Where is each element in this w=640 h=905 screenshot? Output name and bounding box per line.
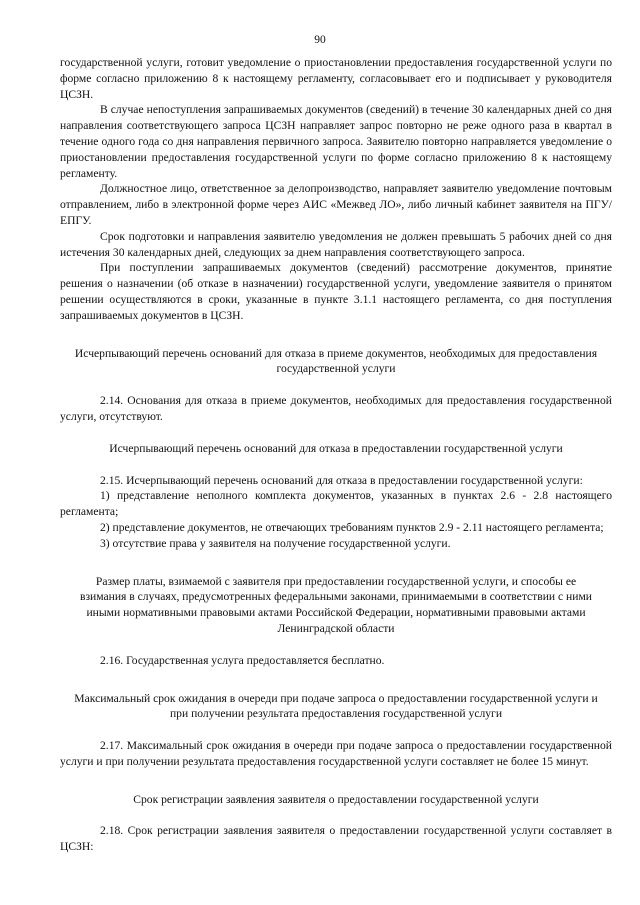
paragraph: Срок подготовки и направления заявителю уведомления не должен превышать 5 рабочих дней со дня истечения 30 календарных дней, следующих за днем направления соответствующего запроса. bbox=[60, 229, 612, 259]
paragraph: государственной услуги, готовит уведомление о приостановлении предоставления государственной услуги по форме согласно приложению 8 к настоящему регламенту, согласовывает его и подписывает у руководителя ЦСЗН. bbox=[60, 56, 612, 101]
section-heading: Исчерпывающий перечень оснований для отказа в предоставлении государственной услуги bbox=[109, 441, 563, 455]
clause-2-16: 2.16. Государственная услуга предоставляется бесплатно. bbox=[100, 653, 385, 667]
section-heading: Максимальный срок ожидания в очереди при подаче запроса о предоставлении государственной услуги и при получении результата предоставления государственной услуги bbox=[74, 691, 598, 721]
clause-2-18: 2.18. Срок регистрации заявления заявителя о предоставлении государственной услуги составляет в ЦСЗН: bbox=[60, 824, 612, 854]
document-body bbox=[60, 55, 612, 855]
section-heading: Размер платы, взимаемой с заявителя при предоставлении государственной услуги, и способы ее взимания в случаях, предусмотренных федеральными законами, принимаемыми в соответствии с ними иными нормативными правовыми актами Российской Федерации, нормативными правовыми актами Ленинградской области bbox=[79, 574, 593, 635]
list-item: 3) отсутствие права у заявителя на получение государственной услуги. bbox=[100, 536, 451, 550]
section-heading: Исчерпывающий перечень оснований для отказа в приеме документов, необходимых для предоставления государственной услуги bbox=[74, 346, 598, 376]
page-number: 90 bbox=[314, 34, 326, 46]
list-item: 1) представление неполного комплекта документов, указанных в пунктах 2.6 - 2.8 настоящего регламента; bbox=[60, 489, 612, 519]
clause-2-15: 2.15. Исчерпывающий перечень оснований для отказа в предоставлении государственной услуги: bbox=[100, 473, 583, 487]
paragraph: В случае непоступления запрашиваемых документов (сведений) в течение 30 календарных дней со дня направления соответствующего запроса ЦСЗН направляет запрос повторно не реже одного раза в квартал в течение одного года со дня направления первичного запроса. Заявителю повторно направляется уведомление о приостановлении предоставления государственной услуги по форме согласно приложению 8 к настоящему регламенту. bbox=[60, 103, 612, 180]
list-item: 2) представление документов, не отвечающих требованиям пунктов 2.9 - 2.11 настоящего регламента; bbox=[100, 520, 604, 534]
paragraph: При поступлении запрашиваемых документов (сведений) рассмотрение документов, принятие решения о назначении (об отказе в назначении) государственной услуги, уведомление заявителя о принятом решении осуществляются в сроки, указанные в пункте 3.1.1 настоящего регламента, со дня поступления запрашиваемых документов в ЦСЗН. bbox=[60, 261, 612, 322]
section-heading: Срок регистрации заявления заявителя о предоставлении государственной услуги bbox=[133, 792, 539, 806]
clause-2-17: 2.17. Максимальный срок ожидания в очереди при подаче запроса о предоставлении государственной услуги и при получении результата предоставления государственной услуги составляет не более 15 минут. bbox=[60, 739, 612, 768]
paragraph: Должностное лицо, ответственное за делопроизводство, направляет заявителю уведомление почтовым отправлением, либо в электронной форме через АИС «Межвед ЛО», либо личный кабинет заявителя на ПГУ/ ЕПГУ. bbox=[60, 182, 612, 227]
clause-2-14: 2.14. Основания для отказа в приеме документов, необходимых для предоставления государственной услуги, отсутствуют. bbox=[60, 394, 612, 423]
